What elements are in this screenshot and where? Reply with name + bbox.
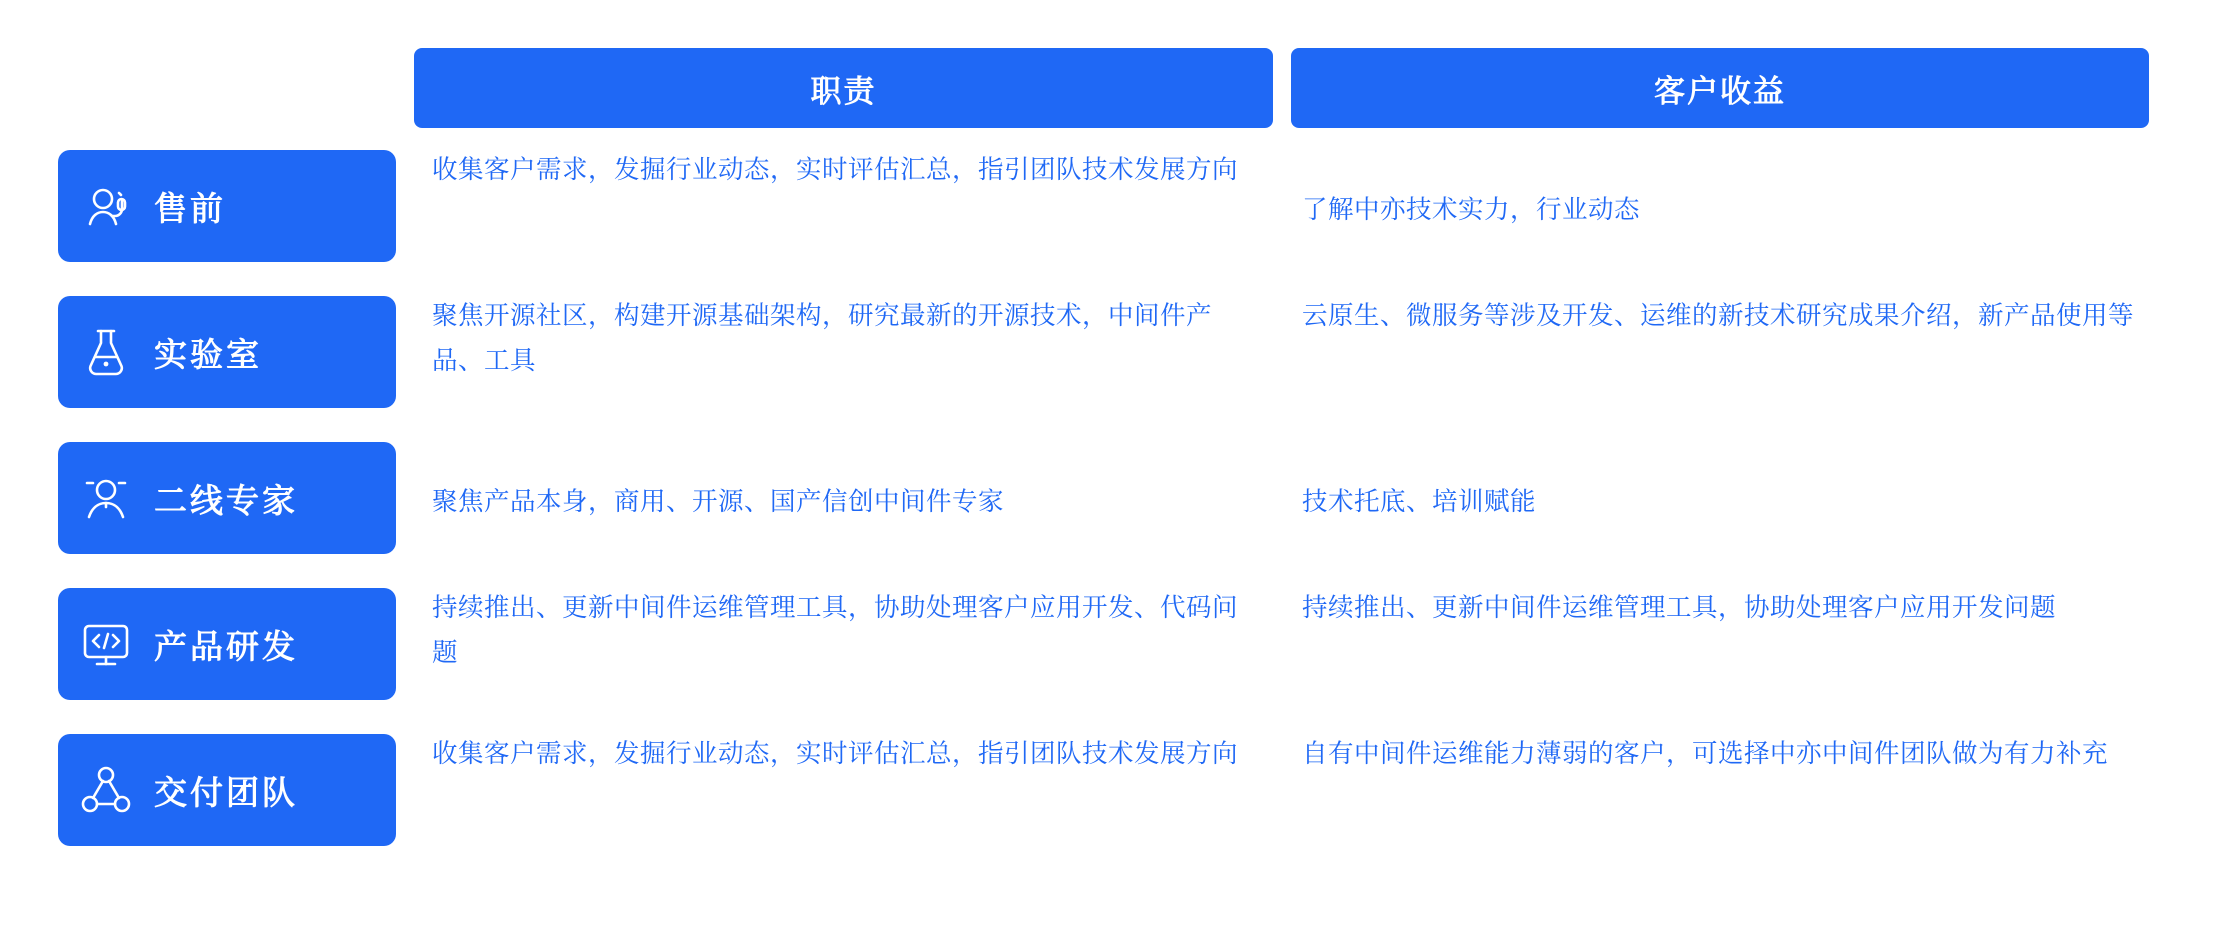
header-duty-label: 职责 [810,73,877,109]
table-header-row [414,48,2149,128]
row-benefit-text: 自有中间件运维能力薄弱的客户，可选择中亦中间件团队做为有力补充 [1302,740,2109,768]
row-label-text: 产品研发 [154,627,298,665]
row-label-text: 交付团队 [154,773,298,811]
row-label-pill-rnd[interactable] [58,588,396,700]
table-row [0,140,2217,286]
row-duty-text: 收集客户需求，发掘行业动态，实时评估汇总，指引团队技术发展方向 [432,156,1239,184]
row-label-pill-delivery[interactable] [58,734,396,846]
header-cell-benefit [1291,48,2149,128]
table-row [0,724,2217,870]
row-benefit-text: 云原生、微服务等涉及开发、运维的新技术研究成果介绍，新产品使用等 [1302,302,2135,330]
team-network-icon [58,761,154,819]
expert-badge-icon [58,469,154,527]
row-label-pill-presales[interactable] [58,150,396,262]
table-row [0,432,2217,578]
code-window-icon [58,617,154,671]
row-label-text: 二线专家 [154,481,298,519]
row-label-text: 售前 [154,189,226,227]
row-label-pill-lab[interactable] [58,296,396,408]
row-duty-text: 持续推出、更新中间件运维管理工具，协助处理客户应用开发、代码问题 [432,594,1239,667]
headset-person-icon [58,177,154,235]
table-row [0,578,2217,724]
row-benefit-text: 技术托底、培训赋能 [1302,488,1537,516]
table-body [0,140,2217,870]
flask-icon [58,323,154,381]
row-duty-text: 聚焦开源社区，构建开源基础架构，研究最新的开源技术，中间件产品、工具 [432,302,1213,375]
table-row [0,286,2217,432]
row-benefit-text: 持续推出、更新中间件运维管理工具，协助处理客户应用开发问题 [1302,594,2057,622]
header-benefit-label: 客户收益 [1654,73,1786,109]
row-duty-text: 聚焦产品本身，商用、开源、国产信创中间件专家 [432,488,1005,516]
header-cell-duty [414,48,1273,128]
row-label-text: 实验室 [154,335,262,373]
row-label-pill-expert[interactable] [58,442,396,554]
row-benefit-text: 了解中亦技术实力，行业动态 [1302,196,1641,224]
row-duty-text: 收集客户需求，发掘行业动态，实时评估汇总，指引团队技术发展方向 [432,740,1239,768]
